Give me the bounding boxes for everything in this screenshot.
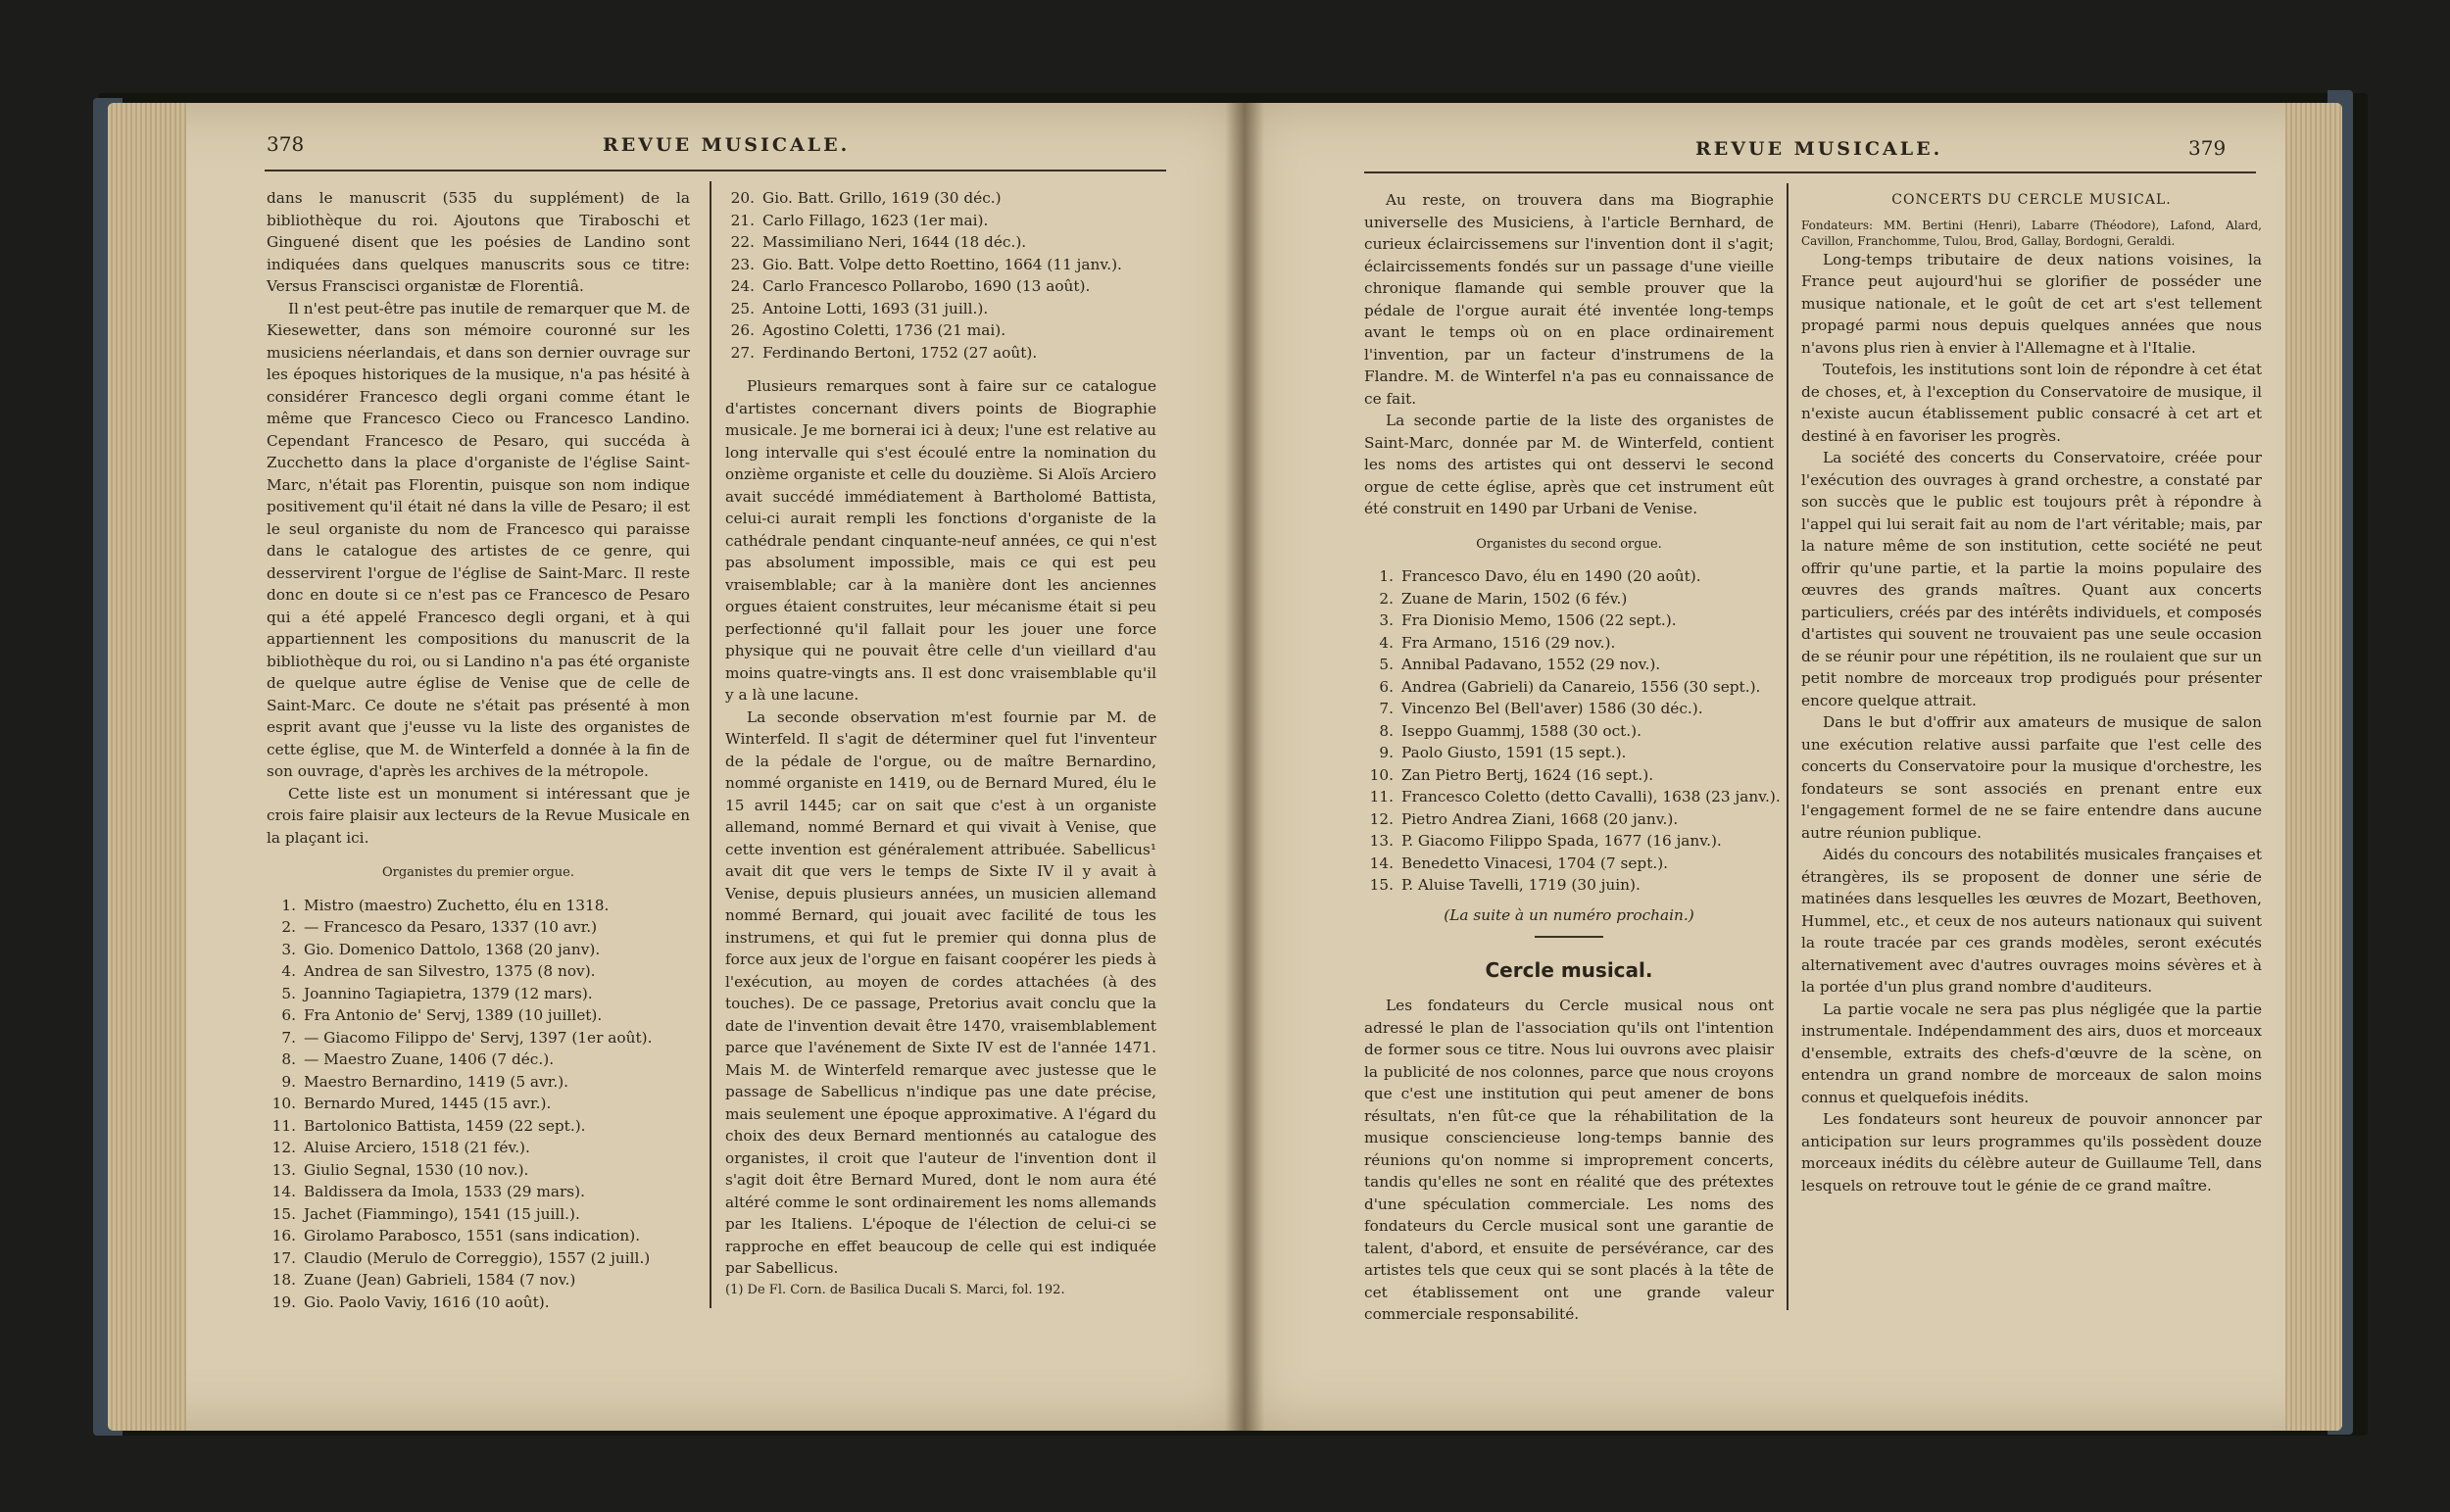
- right-column-2: [1801, 189, 2262, 1196]
- list-item: [1364, 632, 1774, 655]
- paragraph: La seconde observation m'est fournie par M. de Winterfeld. Il s'agit de déterminer quel fut l'inventeur de la pédale de l'orgue, ou de maître Bernardino, nommé organiste en 1419, ou de Bernard Mured, élu le 15 avril 1445; car on sait que c'est à un organiste allemand, nommé Bernard et qui vivait à Venise, que cette invention est généralement attribuée. Sabellicus¹ avait dit que vers le temps de Sixte IV il y avait à Venise, depuis plusieurs années, un musicien allemand nommé Bernard, qui jouait avec facilité de tous les instrumens, et qui fut le premier qui donna plus de force aux jeux de l'orgue en faisant coopérer les pieds à l'exécution, au moyen de cordes attachées (à des touches). De ce passage, Pretorius avait conclu que la date de l'invention devait être 1470, vraisemblablement parce que l'avénement de Sixte IV est de l'année 1471. Mais M. de Winterfeld remarque avec justesse que le passage de Sabellicus n'indique pas une date précise, mais seulement une époque approximative. A l'égard du choix des deux Bernard mentionnés au catalogue des organistes, il croit que l'auteur de l'invention dont il s'agit doit être Bernard Mured, dont le nom aura été altéré comme le sont ordinairement les noms allemands par les Italiens. L'époque de l'élection de celui-ci se rapproche en effet beaucoup de celle qui est indiquée par Sabellicus.: [725, 707, 1156, 1277]
- list-item: [267, 1225, 690, 1247]
- list-item: [267, 1181, 690, 1203]
- list-item-number: 6.: [1379, 677, 1394, 696]
- list-item: [267, 1115, 690, 1138]
- left-column-2: [725, 187, 1156, 1301]
- paragraph: Les fondateurs sont heureux de pouvoir annoncer par anticipation sur leurs programmes qu'ils possèdent douze morceaux inédits du célèbre auteur de Guillaume Tell, dans lesquels on retrouve tout le génie de ce grand maître.: [1801, 1110, 2262, 1195]
- list-item-text: Andrea de san Silvestro, 1375 (8 nov).: [304, 962, 596, 980]
- list-item-number: 1.: [1379, 567, 1394, 585]
- list-item: [267, 1203, 690, 1226]
- list-item-text: Agostino Coletti, 1736 (21 mai).: [762, 321, 1006, 339]
- list-item-number: 9.: [281, 1072, 296, 1091]
- list-item-text: Massimiliano Neri, 1644 (18 déc.).: [762, 233, 1027, 251]
- list-item-text: Gio. Batt. Grillo, 1619 (30 déc.): [762, 189, 1002, 207]
- list-item-number: 13.: [1369, 832, 1394, 850]
- list-item-text: P. Giacomo Filippo Spada, 1677 (16 janv.).: [1401, 832, 1722, 850]
- list-item-number: 3.: [281, 940, 296, 958]
- list-item-number: 10.: [271, 1095, 296, 1112]
- right-column-1: [1364, 189, 1781, 1326]
- header-rule-right: [1364, 171, 2256, 173]
- list-item: [1364, 853, 1774, 875]
- paragraph: dans le manuscrit (535 du supplément) de la bibliothèque du roi. Ajoutons que Tiraboschi et Ginguené disent que les poésies de Landino sont indiquées dans quelques manuscrits sous ce titre: Versus Franscisci organistæ de Florentiâ.: [267, 189, 690, 295]
- list-item: [725, 254, 1156, 276]
- list-title-second-organ: Organistes du second orgue.: [1476, 536, 1662, 552]
- list-item-text: Paolo Giusto, 1591 (15 sept.).: [1401, 744, 1627, 761]
- right-page: [1245, 103, 2342, 1431]
- list-item-number: 6.: [281, 1006, 296, 1024]
- paragraph: Il n'est peut-être pas inutile de remarquer que M. de Kiesewetter, dans son mémoire couronné sur les musiciens néerlandais, et dans son dernier ouvrage sur les époques historiques de la musique, n'a pas hésité à considérer Francesco degli organi comme étant le même que Francesco Cieco ou Francesco Landino. Cependant Francesco de Pesaro, qui succéda à Zucchetto dans la place d'organiste de l'église Saint-Marc, n'était pas Florentin, puisque son nom indique positivement qu'il était né dans la ville de Pesaro; il est le seul organiste du nom de Francesco qui paraisse dans le catalogue des artistes de ce genre, qui desservirent l'orgue de l'église de Saint-Marc. Il reste donc en doute si ce n'est pas ce Francesco de Pesaro qui a été appelé Francesco degli organi, et à qui appartiennent les compositions du manuscrit de la bibliothèque du roi, ou si Landino n'a pas été organiste de quelque autre église de Venise que de celle de Saint-Marc. Ce doute ne s'était pas présenté à mon esprit avant que j'eusse vu la liste des organistes de cette église, que M. de Winterfeld a donnée à la fin de son ouvrage, d'après les archives de la métropole.: [267, 299, 690, 780]
- footnote: (1) De Fl. Corn. de Basilica Ducali S. Marci, fol. 192.: [725, 1282, 1065, 1297]
- list-item: [725, 210, 1156, 232]
- list-item: [1364, 808, 1774, 831]
- list-item-text: Zan Pietro Bertj, 1624 (16 sept.).: [1401, 765, 1654, 784]
- list-item-text: Jachet (Fiammingo), 1541 (15 juill.).: [304, 1204, 580, 1223]
- list-item-text: Fra Antonio de' Servj, 1389 (10 juillet).: [304, 1006, 603, 1024]
- list-item-text: Mistro (maestro) Zuchetto, élu en 1318.: [304, 896, 610, 914]
- book-gutter: [1225, 103, 1264, 1431]
- list-item-number: 27.: [730, 343, 755, 362]
- separator-rule: [1535, 936, 1603, 938]
- list-item: [725, 275, 1156, 298]
- list-item-number: 7.: [1379, 700, 1394, 717]
- left-page: [108, 103, 1245, 1431]
- list-item-number: 8.: [281, 1050, 296, 1068]
- list-item-text: Aluise Arciero, 1518 (21 fév.).: [304, 1139, 530, 1156]
- list-item-text: Baldissera da Imola, 1533 (29 mars).: [304, 1183, 585, 1200]
- list-item-text: Carlo Francesco Pollarobo, 1690 (13 août).: [762, 277, 1091, 295]
- list-item: [267, 916, 690, 939]
- list-item: [1364, 874, 1774, 897]
- list-item-text: Zuane de Marin, 1502 (6 fév.): [1401, 589, 1628, 608]
- list-item-number: 4.: [1379, 633, 1394, 652]
- founders-line: Fondateurs: MM. Bertini (Henri), Labarre (Théodore), Lafond, Alard, Cavillon, Franchomme, Tulou, Brod, Gallay, Bordogni, Geraldi.: [1801, 218, 2262, 248]
- list-item: [267, 983, 690, 1005]
- list-item: [725, 231, 1156, 254]
- list-item-number: 14.: [1369, 854, 1394, 872]
- list-item: [1364, 786, 1781, 808]
- list-item-number: 2.: [281, 918, 296, 936]
- list-item: [725, 342, 1156, 365]
- list-item-text: Gio. Paolo Vaviy, 1616 (10 août).: [304, 1293, 550, 1311]
- paragraph: La société des concerts du Conservatoire, créée pour l'exécution des ouvrages à grand orchestre, a constaté par son succès que le public est toujours prêt à répondre à l'appel qui lui serait fait au nom de l'art véritable; mais, par la nature même de son institution, cette société ne peut offrir qu'une partie, et la partie la moins populaire des œuvres des grands maîtres. Quant aux concerts particuliers, créés par des intérêts individuels, et composés d'artistes qui souvent ne trouvaient pas une seule occasion de se réunir pour une répétition, ils ne roulaient que sur un petit nombre de morceaux trop prodigués pour présenter encore quelque attrait.: [1801, 449, 2262, 709]
- column-divider-left: [710, 181, 711, 1308]
- list-item-text: P. Aluise Tavelli, 1719 (30 juin).: [1401, 876, 1641, 894]
- list-item-number: 12.: [271, 1139, 296, 1156]
- list-item: [267, 1247, 690, 1270]
- list-item-number: 14.: [271, 1183, 296, 1200]
- list-item-number: 5.: [1379, 656, 1394, 673]
- list-item: [267, 1027, 690, 1049]
- list-item-text: Andrea (Gabrieli) da Canareio, 1556 (30 sept.).: [1401, 677, 1761, 696]
- list-item-text: Carlo Fillago, 1623 (1er mai).: [762, 211, 989, 229]
- list-item-number: 16.: [271, 1227, 296, 1244]
- list-item-number: 21.: [730, 211, 755, 229]
- list-item-text: Giulio Segnal, 1530 (10 nov.).: [304, 1160, 529, 1179]
- list-item-text: Ferdinando Bertoni, 1752 (27 août).: [762, 343, 1038, 362]
- paragraph: Au reste, on trouvera dans ma Biographie universelle des Musiciens, à l'article Bernhard, de curieux éclaircissemens sur l'invention dont il s'agit; éclaircissements fondés sur un passage d'une vieille chronique flamande qui semble prouver que la pédale de l'orgue aurait été inventée long-temps avant le temps où on en place ordinairement l'invention, par un facteur d'instrumens de la Flandre. M. de Winterfel n'a pas eu connaissance de ce fait.: [1364, 191, 1774, 408]
- list-item: [267, 1269, 690, 1292]
- list-item: [267, 1159, 690, 1182]
- list-item: [267, 1292, 690, 1314]
- paragraph: La partie vocale ne sera pas plus négligée que la partie instrumentale. Indépendamment des airs, duos et morceaux d'ensemble, extraits des chefs-d'œuvre de la scène, on entendra un grand nombre de morceaux de salon moins connus et quelquefois inédits.: [1801, 1000, 2262, 1106]
- page-edges-right: [2285, 103, 2342, 1431]
- list-item-number: 4.: [281, 962, 296, 980]
- list-item-number: 13.: [271, 1160, 296, 1179]
- running-head-left: REVUE MUSICALE.: [603, 134, 851, 156]
- list-item-text: Francesco Davo, élu en 1490 (20 août).: [1401, 567, 1701, 585]
- list-item-text: Pietro Andrea Ziani, 1668 (20 janv.).: [1401, 809, 1679, 828]
- list-item-number: 18.: [271, 1271, 296, 1289]
- list-item-text: Joannino Tagiapietra, 1379 (12 mars).: [304, 984, 593, 1002]
- list-item-number: 12.: [1369, 809, 1394, 828]
- paragraph: Les fondateurs du Cercle musical nous ont adressé le plan de l'association qu'ils ont l'intention de former sous ce titre. Nous lui ouvrons avec plaisir la publicité de nos colonnes, parce que nous croyons que c'est une institution qui peut amener de bons résultats, n'en fût-ce que la réhabilitation de la musique consciencieuse long-temps bannie des réunions qu'on nomme si improprement concerts, tandis qu'elles ne sont en réalité que des prétextes d'une spéculation commerciale. Les noms des fondateurs du Cercle musical sont une garantie de talent, d'abord, et ensuite de persévérance, car des artistes tels que ceux qui se sont placés à la tête de cet établissement ont une grande valeur commerciale responsabilité.: [1364, 997, 1774, 1323]
- list-item-number: 7.: [281, 1028, 296, 1047]
- list-item-text: Maestro Bernardino, 1419 (5 avr.).: [304, 1072, 569, 1091]
- list-item: [1364, 742, 1774, 764]
- list-item-text: Zuane (Jean) Gabrieli, 1584 (7 nov.): [304, 1271, 576, 1289]
- list-item: [1364, 764, 1774, 787]
- list-item-number: 3.: [1379, 611, 1394, 629]
- list-item-text: Iseppo Guammj, 1588 (30 oct.).: [1401, 721, 1642, 740]
- list-item-text: Benedetto Vinacesi, 1704 (7 sept.).: [1401, 854, 1669, 872]
- list-item-number: 20.: [730, 189, 755, 207]
- page-edges-left: [108, 103, 186, 1431]
- list-item-text: Fra Dionisio Memo, 1506 (22 sept.).: [1401, 611, 1677, 629]
- list-item-number: 11.: [1369, 788, 1394, 805]
- list-item: [267, 1071, 690, 1094]
- list-item-text: Francesco Coletto (detto Cavalli), 1638 (23 janv.).: [1401, 788, 1781, 805]
- list-item-number: 5.: [281, 984, 296, 1002]
- list-item-number: 26.: [730, 321, 755, 339]
- list-item: [1364, 698, 1774, 720]
- list-item-text: Bernardo Mured, 1445 (15 avr.).: [304, 1095, 552, 1112]
- list-item-text: Claudio (Merulo de Correggio), 1557 (2 juill.): [304, 1248, 651, 1267]
- list-item-text: Vincenzo Bel (Bell'aver) 1586 (30 déc.).: [1401, 700, 1703, 717]
- list-item-text: — Maestro Zuane, 1406 (7 déc.).: [304, 1050, 555, 1068]
- list-item-text: Gio. Domenico Dattolo, 1368 (20 janv).: [304, 940, 601, 958]
- list-item-number: 25.: [730, 299, 755, 317]
- list-item-number: 9.: [1379, 744, 1394, 761]
- list-item-number: 1.: [281, 896, 296, 914]
- list-item-number: 10.: [1369, 765, 1394, 784]
- list-item-text: Annibal Padavano, 1552 (29 nov.).: [1401, 656, 1661, 673]
- paragraph: Aidés du concours des notabilités musicales françaises et étrangères, ils se proposent de donner une série de matinées dans lesquelles les œuvres de Mozart, Beethoven, Hummel, etc., et ceux de nos auteurs nationaux qui suivent la route tracée par ces grands modèles, seront exécutés alternativement avec d'autres ouvrages moins sévères et à la portée d'un plus grand nombre d'auditeurs.: [1801, 846, 2262, 996]
- list-item: [267, 1093, 690, 1115]
- paragraph: Cette liste est un monument si intéressant que je crois faire plaisir aux lecteurs de la Revue Musicale en la plaçant ici.: [267, 784, 690, 847]
- list-item-number: 8.: [1379, 721, 1394, 740]
- list-item-number: 15.: [1369, 876, 1394, 894]
- organists-first-organ-list: [267, 895, 690, 1314]
- list-item: [267, 1004, 690, 1027]
- list-item-text: Bartolonico Battista, 1459 (22 sept.).: [304, 1116, 586, 1135]
- concerts-title: CONCERTS DU CERCLE MUSICAL.: [1891, 192, 2172, 208]
- list-item: [1364, 676, 1774, 699]
- list-item-number: 2.: [1379, 589, 1394, 608]
- paragraph: Plusieurs remarques sont à faire sur ce catalogue d'artistes concernant divers points de Biographie musicale. Je me bornerai ici à deux; l'une est relative au long intervalle qui s'est écoulé entre la nomination du onzième organiste et celle du douzième. Si Aloïs Arciero avait succédé immédiatement à Bartholomé Battista, celui-ci aurait rempli les fonctions d'organiste de la cathédrale pendant cinquante-neuf années, ce qui n'est pas absolument impossible, mais ce qui est peu vraisemblable; car à la manière dont les anciennes orgues étaient construites, leur mécanisme était si peu perfectionné qu'il fallait pour les jouer une force physique qui ne pouvait être celle d'un vieillard d'au moins quatre-vingts ans. Il est donc vraisemblable qu'il y a là une lacune.: [725, 377, 1156, 704]
- header-rule-left: [265, 170, 1166, 171]
- list-item-text: Fra Armano, 1516 (29 nov.).: [1401, 633, 1616, 652]
- list-item: [1364, 610, 1774, 632]
- paragraph: La seconde partie de la liste des organistes de Saint-Marc, donnée par M. de Winterfeld, contient les noms des artistes qui ont desservi le second orgue de cette église, après que cet instrument eût été construit en 1490 par Urbani de Venise.: [1364, 412, 1774, 517]
- paragraph: Toutefois, les institutions sont loin de répondre à cet état de choses, et, à l'exception du Conservatoire de musique, il n'existe aucun établissement public consacré à cet art et destiné à en favoriser les progrès.: [1801, 361, 2262, 445]
- list-title-first-organ: Organistes du premier orgue.: [381, 865, 574, 880]
- page-number-left: 378: [267, 132, 305, 156]
- list-item-number: 23.: [730, 255, 755, 273]
- list-item: [267, 939, 690, 961]
- list-item-number: 17.: [271, 1248, 296, 1267]
- organists-second-organ-list: [1364, 565, 1781, 897]
- list-item: [725, 319, 1156, 342]
- section-title-cercle-musical: Cercle musical.: [1485, 957, 1653, 982]
- left-column-1: [267, 187, 690, 1313]
- list-item: [725, 187, 1156, 210]
- list-item-text: Girolamo Parabosco, 1551 (sans indication).: [304, 1227, 641, 1244]
- list-item-text: Antoine Lotti, 1693 (31 juill.).: [762, 299, 989, 317]
- list-item: [1364, 565, 1774, 588]
- column-divider-right: [1787, 183, 1788, 1310]
- list-item: [267, 960, 690, 983]
- list-item: [1364, 654, 1774, 676]
- list-item-text: — Giacomo Filippo de' Servj, 1397 (1er août).: [304, 1028, 653, 1047]
- list-item-number: 11.: [271, 1116, 296, 1135]
- list-item: [1364, 720, 1774, 743]
- paragraph: Dans le but d'offrir aux amateurs de musique de salon une exécution relative aussi parfaite que l'est celle des concerts du Conservatoire pour la musique d'orchestre, les fondateurs se sont associés en prenant entre eux l'engagement formel de ne se faire entendre dans aucune autre réunion publique.: [1801, 713, 2262, 842]
- list-item-number: 19.: [271, 1293, 296, 1311]
- continued-note: (La suite à un numéro prochain.): [1444, 905, 1694, 924]
- list-item-text: — Francesco da Pesaro, 1337 (10 avr.): [304, 918, 598, 936]
- list-item: [1364, 588, 1774, 610]
- page-number-right: 379: [2188, 136, 2227, 160]
- list-item-text: Gio. Batt. Volpe detto Roettino, 1664 (11 janv.).: [762, 255, 1122, 273]
- paragraph: Long-temps tributaire de deux nations voisines, la France peut aujourd'hui se glorifier de posséder une musique nationale, et le goût de cet art s'est tellement propagé parmi nous depuis quelques années que nous n'avons plus rien à envier à l'Allemagne et à l'Italie.: [1801, 250, 2262, 357]
- running-head-right: REVUE MUSICALE.: [1695, 138, 1943, 160]
- organists-first-organ-list-continued: [725, 187, 1156, 364]
- list-item: [267, 1137, 690, 1159]
- list-item: [725, 298, 1156, 320]
- list-item: [1364, 830, 1774, 853]
- list-item-number: 24.: [730, 277, 755, 295]
- list-item-number: 22.: [730, 233, 755, 251]
- list-item: [267, 895, 690, 917]
- list-item: [267, 1049, 690, 1071]
- list-item-number: 15.: [271, 1204, 296, 1223]
